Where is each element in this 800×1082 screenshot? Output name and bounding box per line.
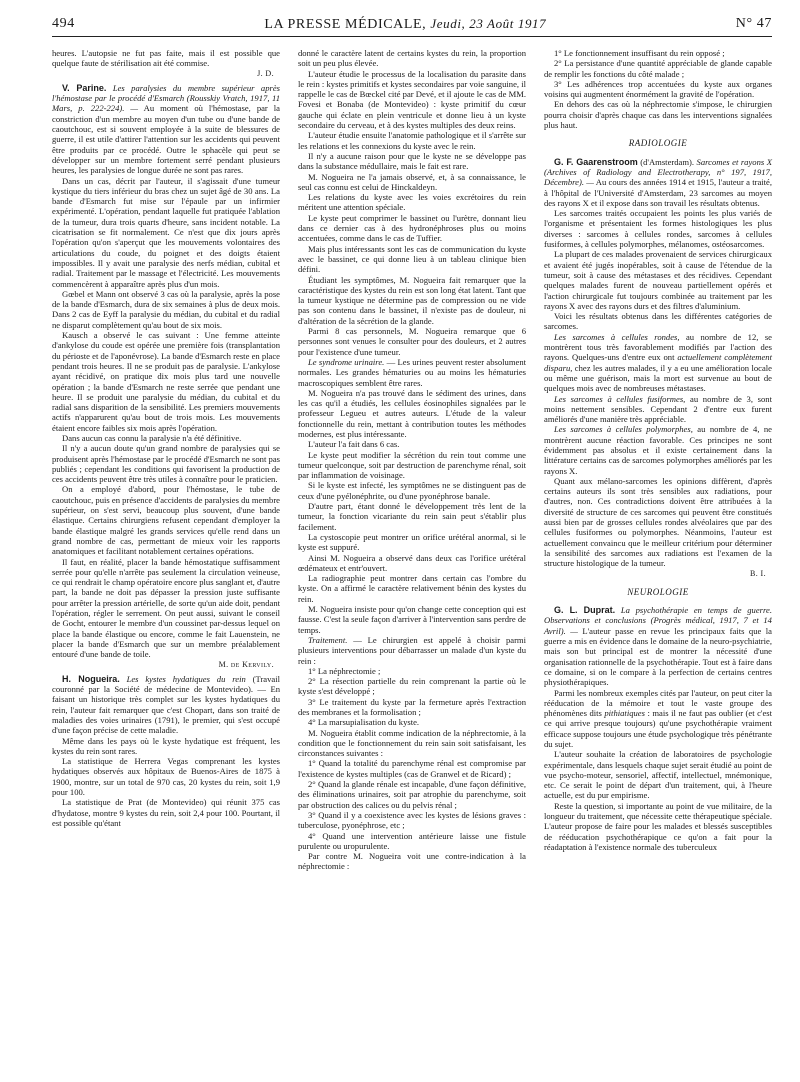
article-author: G. F. Gaarenstroom xyxy=(554,156,638,167)
columns xyxy=(52,48,772,872)
list-item: 1° Le fonctionnement insuffisant du rein opposé ; xyxy=(554,48,725,58)
paragraph xyxy=(544,424,772,475)
author-city: (d'Amsterdam). xyxy=(640,156,695,167)
paragraph: Dans un cas, décrit par l'auteur, il s'agissait d'une tumeur kystique du tiers inférieur du bras chez un sujet âgé de 30 ans. La bande d'Esmarch fut mise sur l'épaule par un infirmier expérimenté. L'opération, pendant laquelle fut pratiquée l'ablation de la tumeur, dura trois quarts d'heure, sans incident notable. La cicatrisation se fit normalement. Ce n'est que dix jours après l'opération qu'on s'aperçut que les mouvements volontaires des articulations du coude, du poignet et des doigts étaient impossibles. Il y avait une paralysie des nerfs médian, cubital et radial. Traitement par le massage et l'électricité. Les mouvements commencèrent à apparaître après plus d'un mois. xyxy=(52,175,280,289)
paragraph: L'auteur l'a fait dans 6 cas. xyxy=(308,439,400,450)
paragraph-text: : mais il ne faut pas oublier (et c'est ce qui arrive presque toujours) qu'une psychothérapie vraiment efficace suppose toujours une étude psychologique très pénétrante du sujet. xyxy=(544,708,773,749)
paragraph: M. Nogueira ne l'a jamais observé, et, à sa connaissance, le seul cas connu est celui de Hinckaldeyn. xyxy=(298,171,526,192)
paragraph-text: au nombre de 4, ne montrèrent aucune réaction favorable. Ces principes ne sont évidemment pas absolus et il existe certainement dans la littérature certains cas de sarcomes polymorphes améliorés par les rayons X. xyxy=(544,424,772,476)
paragraph: Quant aux mélano-sarcomes les opinions diffèrent, d'après certains auteurs ils sont très sensibles aux radiations, pour d'autres, non. Ces contradictions doivent être attribuées à la diversité de structure de ces sarcomes qui peuvent être constitués aussi bien par de grosses cellules rondes alvéolaires que par des cellules fusiformes ou polymorphes. Néanmoins, l'auteur est actuellement convaincu que le meilleur critérium pour déterminer la sensibilité des sarcomes aux radiations est l'examen de la structure histologique de la tumeur. xyxy=(544,475,772,569)
paragraph: Au moment où l'hémostase, par la constriction d'un membre au moyen d'un tube ou d'une bande de caoutchouc, est si souvent employée à la suite de blessures de guerre, il est utile d'attirer l'attention sur les accidents qui peuvent être produits par ce procédé. Outre le sphacèle qui peut se développer sur un membre fortement serré pendant plusieurs heures, les paralysies de longue durée ne sont pas rares. xyxy=(52,103,280,176)
paragraph: Même dans les pays où le kyste hydatique est fréquent, les kystes du rein sont rares. xyxy=(52,735,280,756)
article-heading xyxy=(52,83,280,176)
subheading: Traitement. xyxy=(308,634,348,645)
list-item: 3° Les adhérences trop accentuées du kyste aux organes voisins qui augmentent énormément la gravité de l'opération. xyxy=(544,78,772,100)
paragraph: Kausch a observé le cas suivant : Une femme atteinte d'ankylose du coude est opérée une première fois (transplantation du périoste et de l'aponévrose). La bande d'Esmarch reste en place pendant trois heures. Il ne se produit pas de paralysie. L'ankylose ayant récidivé, on pratique dix mois plus tard une nouvelle opération ; la bande d'Esmarch ne reste serrée que pendant une heure. Il se produit une paralysie du médian, du cubital et du radial sans disparition de la sensibilité. Les premiers mouvements actifs n'apparurent qu'au bout de trois mois. Les mouvements étaient encore faibles six mois après l'opération. xyxy=(52,330,280,433)
article-reference: (Rousskiy Vratch, 1917, 11 Mars, p. 222-224). — xyxy=(52,93,280,114)
paragraph xyxy=(544,332,772,394)
subheading: Les sarcomes à cellules polymorphes, xyxy=(554,424,693,435)
paragraph-text: — Les urines peuvent rester absolument normales. Les grandes hématuries ou au moins les hématuries macroscopiques semblent être rares. xyxy=(298,356,527,388)
emphasis: pithiatiques xyxy=(604,708,645,719)
section-heading: RADIOLOGIE xyxy=(628,138,688,149)
list-item: 4° Quand une intervention antérieure laisse une fistule purulente ou uropurulente. xyxy=(298,830,526,851)
emphasis: actuellement complètement disparu, xyxy=(544,352,772,373)
paragraph: Il faut, en réalité, placer la bande hémostatique suffisamment serrée pour qu'elle n'arrête pas seulement la circulation veineuse, ce qui rendrait le champ opératoire encore plus sanglant et, d'autre part, la bande ne doit pas dépasser la pression juste suffisante pour arrêter la pression artérielle, de sorte qu'un aide doit, pendant l'opération, régler le serrement. On peut aussi, suivant le conseil de Gocht, entourer le membre d'un coussinet par-dessus lequel on place la bande élastique ou encore, comme le fait Lauenstein, ne placer la bande d'Esmarch que sur un membre préalablement entouré d'une bande de toile. xyxy=(52,556,280,660)
paragraph: Par contre M. Nogueira voit une contre-indication à la néphrectomie : xyxy=(298,851,526,872)
signature: M. de Kervily. xyxy=(218,659,274,669)
paragraph: L'auteur souhaite la création de laboratoires de psychologie expérimentale, dans lesquels chaque sujet serait étudié au point de vue psycho-moteur, sensoriel, affectif, intellectuel, mnémonique, etc. Ce serait le point de départ d'un traitement, qui, à l'heure actuelle, est du pur empirisme. xyxy=(544,749,772,801)
page-header xyxy=(52,13,772,35)
list-item: 1° La néphrectomie ; xyxy=(308,665,381,676)
paragraph: Le kyste peut modifier la sécrétion du rein tout comme une tumeur quelconque, soit par destruction de parenchyme rénal, soit par inflammation de voisinage. xyxy=(298,449,526,481)
paragraph: D'autre part, étant donné le développement très lent de la tumeur, la fonction vicariante du rein sain peut s'établir plus facilement. xyxy=(298,501,526,532)
journal-title: LA PRESSE MÉDICALE, xyxy=(264,16,427,32)
paragraph: M. Nogueira établit comme indication de la néphrectomie, à la condition que le fonctionnement du rein sain soit satisfaisant, les circonstances suivantes : xyxy=(298,727,526,759)
signature: B. I. xyxy=(750,568,766,578)
paragraph: Si le kyste est infecté, les symptômes ne se distinguent pas de ceux d'une pyélonéphrite, ou d'une pyonéphrose banale. xyxy=(298,480,526,501)
paragraph-text: chez les autres malades, il y a eu une amélioration locale ou même une guérison, mais la mort est survenue au bout de quelques mois avec de nombreuses métastases. xyxy=(544,362,772,394)
issue-number: N° 47 xyxy=(735,16,772,31)
paragraph xyxy=(298,635,526,666)
list-item: 2° Quand la glande rénale est incapable, d'une façon définitive, des éliminations urinaires, soit par atrophie du parenchyme, soit par obstruction des calices ou du pelvis rénal ; xyxy=(298,779,526,810)
paragraph: Il n'y a aucun doute qu'un grand nombre de paralysies qui se produisent après l'hémostase par le procédé d'Esmarch ne sont pas publiés ; cependant les conditions qui favorisent la production de ces accidents peuvent être très utiles à connaître pour le praticien. xyxy=(52,443,280,485)
paragraph: Il n'y a aucune raison pour que le kyste ne se développe pas dans la substance médullaire, mais le fait est rare. xyxy=(298,150,526,172)
paragraph xyxy=(544,688,772,750)
paragraph xyxy=(298,357,526,388)
subheading: Les sarcomes à cellules fusiformes, xyxy=(554,393,686,404)
issue-date: Jeudi, 23 Août 1917 xyxy=(430,15,547,31)
paragraph: La plupart de ces malades provenaient de services chirurgicaux et avaient été jugés inopérables, soit à cause de l'étendue de la tumeur, soit à cause des métastases et des récidives. Cependant quelques malades furent de nouveau partiellement opérés et l'action chirurgicale fut toujours combinée au traitement par les rayons X avec des rayons durs et des filtres d'aluminium. xyxy=(544,249,772,311)
paragraph: Parmi 8 cas personnels, M. Nogueira remarque que 6 personnes sont venues le consulter pour des douleurs, et 2 autres pour l'existence d'une tumeur. xyxy=(298,326,526,357)
column-2 xyxy=(298,48,526,872)
article-heading xyxy=(544,605,772,687)
paragraph: La statistique de Prat (de Montevideo) qui réunit 375 cas d'hydatose, montre 9 kystes du rein, soit 2,4 pour 100. Pourtant, il est possible qu'étant xyxy=(52,797,280,828)
article-reference: (Progrès médical, 1917, 7 et 14 Avril). — xyxy=(544,615,772,636)
list-item: 2° La résection partielle du rein comprenant la partie où le kyste s'est développé ; xyxy=(298,676,526,697)
paragraph: L'auteur étudie ensuite l'anatomie pathologique et il s'arrête sur les relations et les connexions du kyste avec le rein. xyxy=(298,130,526,151)
paragraph xyxy=(544,394,772,425)
paragraph: En faisant un historique très complet sur les kystes hydatiques du rein, l'auteur fait remarquer que c'est Chopart, dans son traité de maladies des voies urinaires (1791), le premier, qui s'est occupé d'une façon précise de cette maladie. xyxy=(52,684,280,736)
paragraph: M. Nogueira n'a pas trouvé dans le sédiment des urines, dans les cas qu'il a étudiés, les cellules éosinophiles signalées par le professeur Legueu et autres auteurs. L'étude de la valeur fonctionnelle du rein, mettant à contribution toutes les méthodes modernes, est plus intéressante. xyxy=(298,387,526,439)
article-author: H. Nogueira. xyxy=(62,673,120,684)
paragraph: La radiographie peut montrer dans certain cas l'ombre du kyste. On a affirmé le caractère relativement bénin des kystes du rein. xyxy=(298,573,526,604)
section-heading: NEUROLOGIE xyxy=(627,586,689,597)
article-author: G. L. Duprat. xyxy=(554,605,616,616)
paragraph-text: au nombre de 3, sont moins nettement sensibles. Cependant 2 d'entre eux furent améliorés d'une manière très appréciable. xyxy=(544,393,772,425)
list-item: 4° La marsupialisation du kyste. xyxy=(308,717,420,728)
list-item: 1° Quand la totalité du parenchyme rénal est compromise par l'existence de kystes multiples (cas de Granwel et de Ricard) ; xyxy=(298,758,526,779)
paragraph: La cystoscopie peut montrer un orifice urétéral anormal, si le kyste est suppuré. xyxy=(298,531,526,553)
header-rule xyxy=(52,36,772,37)
article-author: V. Parine. xyxy=(62,82,107,93)
paragraph: Ainsi M. Nogueira a observé dans deux cas l'orifice urétéral œdémateux et entr'ouvert. xyxy=(298,552,526,573)
paragraph-text: Au cours des années 1914 et 1915, l'auteur a traité, à l'hôpital de l'Université d'Amsterdam, 23 sarcomes au moyen des rayons X et il expose dans son travail les résultats obtenus. xyxy=(544,177,772,208)
paragraph: On a employé d'abord, pour l'hémostase, le tube de caoutchouc, puis en présence d'accidents de paralysies du membre supérieur, on s'est servi, beaucoup plus souvent, d'une bande élastique. Certains chirurgiens refusent cependant d'employer la bande élastique malgré les grands services qu'elle rend dans un grand nombre de cas, permettant de mieux voir les rapports anatomiques et facilitant notablement certaines opérations. xyxy=(52,484,280,557)
article-heading xyxy=(544,157,772,208)
paragraph: En dehors des cas où la néphrectomie s'impose, le chirurgien pourra choisir d'après chaque cas dans les interventions signalées plus haut. xyxy=(544,99,772,131)
paragraph: L'auteur étudie le processus de la localisation du parasite dans le rein : kystes primitifs et kystes secondaires par voie sanguine, il rappelle le cas de Bœckel cité par Devé, et il ajoute le cas de MM. Fovesi et Bonaba (de Montevideo) : kyste primitif du cœur gauche qui éclate en plein ventricule et donne lieu à un kyste secondaire du cerveau, et à des kystes multiples des deux reins. xyxy=(298,68,526,131)
article-reference: (Travail couronné par la Société de médecine de Montevideo). — xyxy=(52,673,281,695)
paragraph-text: — Le chirurgien est appelé à choisir parmi plusieurs interventions pour débarrasser un malade d'un kyste du rein : xyxy=(298,634,526,666)
journal-line xyxy=(264,16,546,33)
list-item: 3° Le traitement du kyste par la fermeture après l'extraction des membranes et la formolisation ; xyxy=(298,696,526,717)
signature: J. D. xyxy=(257,68,274,78)
paragraph: Les sarcomes traités occupaient les points les plus variés de l'organisme et présentaient les formes histologiques les plus diverses : sarcomes à cellules rondes, sarcomes à cellules fusiformes, à cellules polymorphes, mélanomes, ostéosarcomes. xyxy=(544,208,772,250)
paragraph: heures. L'autopsie ne fut pas faite, mais il est possible que quelque faute de stérilisation ait été commise. xyxy=(52,48,280,69)
subheading: Les sarcomes à cellules rondes, xyxy=(554,331,680,342)
paragraph: Gœbel et Mann ont observé 3 cas où la paralysie, après la pose de la bande d'Esmarch, dura de six semaines à plus de deux mois. Dans 2 cas de Eyff la paralysie du médian, du cubital et du radial ne disparut complètement qu'au bout de six mois. xyxy=(52,288,280,330)
paragraph: Étudiant les symptômes, M. Nogueira fait remarquer que la caractéristique des kystes du rein est son long état latent. Tant que la tumeur kystique ne détermine pas de compression ou ne vide pas son contenu dans le bassinet, il n'existe pas de douleur, ni d'altération de la sécrétion de la glande. xyxy=(298,274,526,326)
paragraph: Reste la question, si importante au point de vue militaire, de la longueur du traitement, que nécessite cette thérapeutique spéciale. L'auteur propose de faire pour les malades et blessés susceptibles de rééducation psychothérapique ce qu'on a fait pour la réadaptation à l'existence normale des tuberculeux xyxy=(544,800,772,852)
article-title: Les paralysies du membre supérieur après l'hémostase par le procédé d'Esmarch xyxy=(52,82,280,104)
list-item: 3° Quand il y a coexistence avec les kystes de lésions graves : tuberculose, pyonéphrose, etc ; xyxy=(298,809,526,831)
article-reference: (Archives of Radiology and Electrotherapy, n° 197, 1917, Décembre). — xyxy=(544,166,772,188)
paragraph: donné le caractère latent de certains kystes du rein, la proportion soit un peu plus élevée. xyxy=(298,48,526,69)
article-title: La psychothérapie en temps de guerre. Observations et conclusions xyxy=(544,605,772,626)
list-item: 2° La persistance d'une quantité appréciable de glande capable de remplir les fonctions du côté malade ; xyxy=(544,58,772,79)
paragraph: Les relations du kyste avec les voies excrétoires du rein méritent une attention spéciale. xyxy=(298,192,526,213)
paragraph: La statistique de Herrera Vegas comprenant les kystes hydatiques observés aux hôpitaux de Buenos-Aires de 1875 à 1900, montre, sur un total de 970 cas, 20 kystes du rein, soit 1,9 pour 100. xyxy=(52,756,280,798)
paragraph: Voici les résultats obtenus dans les différentes catégories de sarcomes. xyxy=(544,311,772,332)
paragraph: Le kyste peut comprimer le bassinet ou l'urètre, donnant lieu dans ce dernier cas à des hydronéphroses plus ou moins accentuées, comme dans le cas de Tuffier. xyxy=(298,212,526,244)
page-number: 494 xyxy=(52,16,75,31)
subheading: Le syndrome urinaire. xyxy=(308,356,385,367)
paragraph-text: L'auteur passe en revue les principaux faits que la guerre a mis en évidence dans le domaine de la neuro-psychiatrie, mais son but principal est de montrer la nécessité d'une organisation rationnelle de la psychothérapie. Tout est à faire dans ce domaine, si on le compare à la perfection de certains centres physiothérapiques. xyxy=(544,625,772,688)
column-3 xyxy=(544,48,772,872)
paragraph: Dans aucun cas connu la paralysie n'a été définitive. xyxy=(62,432,242,443)
paragraph-text: Parmi les nombreux exemples cités par l'auteur, on peut citer la rééducation de la mémoire et tout le vaste groupe des phénomènes dits xyxy=(544,687,772,719)
paragraph: M. Nogueira insiste pour qu'on change cette conception qui est fausse. C'est la seule façon d'arriver à l'intervention sans perdre de temps. xyxy=(298,604,526,635)
paragraph-text: au nombre de 12, se montrèrent tous très favorablement modifiés par l'action des rayons. Quelques-uns d'entre eux ont xyxy=(544,331,772,363)
article-title: Sarcomes et rayons X xyxy=(696,156,772,167)
article-title: Les kystes hydatiques du rein xyxy=(126,673,246,684)
column-1 xyxy=(52,48,280,872)
article-heading xyxy=(52,674,280,736)
paragraph: Mais plus intéressants sont les cas de communication du kyste avec le bassinet, ce qui donne lieu à un tableau clinique bien défini. xyxy=(298,243,526,275)
